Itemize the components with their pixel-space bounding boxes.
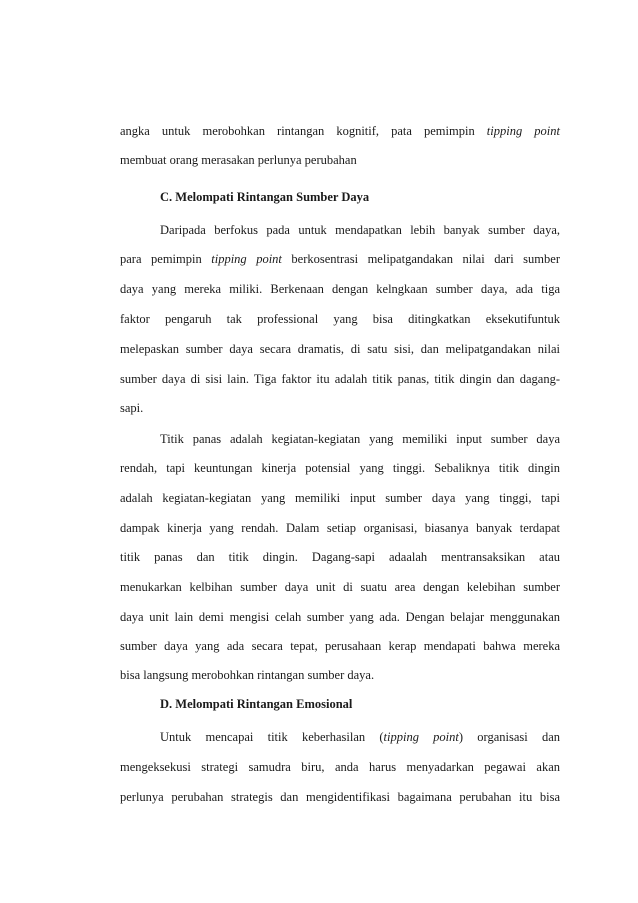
text-line bbox=[120, 341, 560, 357]
text-segment: angka untuk merobohkan rintangan kognitif, pata pemimpin bbox=[120, 124, 487, 138]
text-segment: Daripada berfokus pada untuk mendapatkan lebih banyak sumber daya, bbox=[160, 223, 560, 237]
text-line bbox=[120, 371, 560, 387]
text-segment: dampak kinerja yang rendah. Dalam setiap organisasi, biasanya banyak terdapat bbox=[120, 521, 560, 535]
text-line bbox=[160, 222, 560, 238]
text-line bbox=[120, 400, 560, 416]
italic-term: tipping point bbox=[486, 124, 560, 138]
text-segment: rendah, tapi keuntungan kinerja potensial yang tinggi. Sebaliknya titik dingin bbox=[120, 461, 560, 475]
text-line bbox=[120, 281, 560, 297]
text-segment: menukarkan kelbihan sumber daya unit di suatu area dengan kelebihan sumber bbox=[120, 580, 560, 594]
text-segment: mengeksekusi strategi samudra biru, anda harus menyadarkan pegawai akan bbox=[120, 760, 560, 774]
text-segment: Titik panas adalah kegiatan-kegiatan yang memiliki input sumber daya bbox=[160, 432, 560, 446]
text-line bbox=[120, 789, 560, 805]
text-segment: faktor pengaruh tak professional yang bisa ditingkatkan eksekutifuntuk bbox=[120, 312, 560, 326]
text-segment: membuat orang merasakan perlunya perubahan bbox=[120, 153, 357, 167]
text-line bbox=[120, 638, 560, 654]
text-segment: bisa langsung merobohkan rintangan sumber daya. bbox=[120, 668, 375, 682]
text-segment: sapi. bbox=[120, 401, 144, 415]
text-line bbox=[120, 549, 560, 565]
text-segment: perlunya perubahan strategis dan mengidentifikasi bagaimana perubahan itu bisa bbox=[120, 790, 560, 804]
text-line bbox=[120, 251, 560, 267]
text-segment: para pemimpin bbox=[120, 252, 212, 266]
section-heading-c bbox=[160, 189, 369, 205]
text-line bbox=[120, 123, 560, 139]
text-segment: D. Melompati Rintangan Emosional bbox=[160, 697, 353, 711]
text-segment: titik panas dan titik dingin. Dagang-sapi adaalah mentransaksikan atau bbox=[120, 550, 560, 564]
text-segment: sumber daya di sisi lain. Tiga faktor itu adalah titik panas, titik dingin dan dagang- bbox=[120, 372, 560, 386]
text-segment: daya yang mereka miliki. Berkenaan dengan kelngkaan sumber daya, ada tiga bbox=[120, 282, 560, 296]
text-segment: Untuk mencapai titik keberhasilan ( bbox=[160, 730, 384, 744]
text-line bbox=[160, 431, 560, 447]
text-line bbox=[160, 729, 560, 745]
text-segment: C. Melompati Rintangan Sumber Daya bbox=[160, 190, 370, 204]
text-segment: adalah kegiatan-kegiatan yang memiliki input sumber daya yang tinggi, tapi bbox=[120, 491, 560, 505]
italic-term: tipping point bbox=[383, 730, 459, 744]
text-line bbox=[120, 667, 560, 683]
text-line bbox=[120, 152, 560, 168]
text-segment: ) organisasi dan bbox=[458, 730, 560, 744]
text-segment: daya unit lain demi mengisi celah sumber yang ada. Dengan belajar menggunakan bbox=[120, 610, 560, 624]
text-line bbox=[120, 311, 560, 327]
text-line bbox=[120, 460, 560, 476]
text-segment: berkosentrasi melipatgandakan nilai dari sumber bbox=[281, 252, 560, 266]
text-segment: sumber daya yang ada secara tepat, perusahaan kerap mendapati bahwa mereka bbox=[120, 639, 560, 653]
section-heading-d bbox=[160, 696, 352, 712]
text-line bbox=[120, 609, 560, 625]
italic-term: tipping point bbox=[211, 252, 282, 266]
text-line bbox=[120, 520, 560, 536]
text-line bbox=[120, 759, 560, 775]
text-line bbox=[120, 490, 560, 506]
text-line bbox=[120, 579, 560, 595]
text-segment: melepaskan sumber daya secara dramatis, di satu sisi, dan melipatgandakan nilai bbox=[120, 342, 560, 356]
